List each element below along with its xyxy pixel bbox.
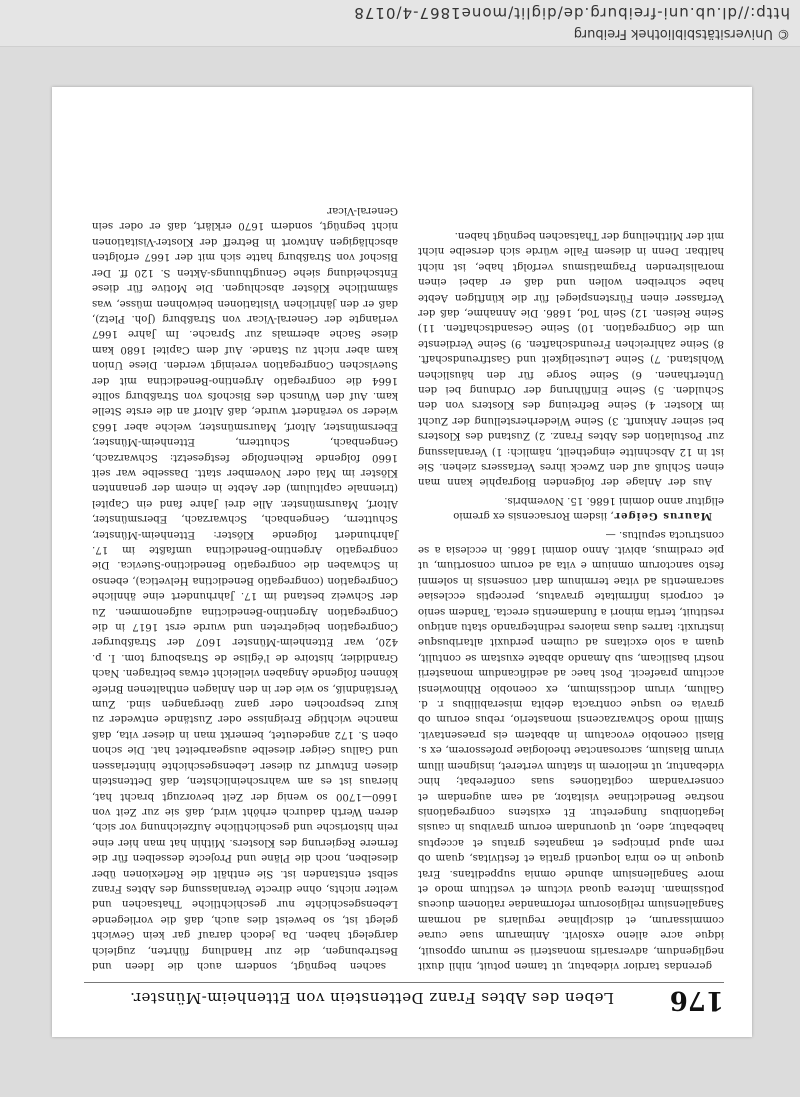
footer-text xyxy=(30,4,790,41)
page-number: 176 xyxy=(669,985,724,1015)
footer-band xyxy=(0,0,800,46)
source-url-link[interactable]: http://dl.ub.uni-freiburg.de/diglit/mone1867-4/0178 xyxy=(353,4,790,22)
page-header xyxy=(84,982,724,1017)
biography-outline-paragraph: Aus der Anlage der folgenden Biographie kann man einen Schluß auf den Zweck ihres Verfassers ziehen. Sie ist in 12 Abschnitte eingetheilt, nämlich: 1) Veranlassung zur Postulation des Abtes Franz. 2) Zustand des Klosters bei seiner Ankunft. 3) Seine Wiederherstellung der Zucht im Kloster. 4) Seine Befreiung des Klosters von den Schulden. 5) Seine Einführung der Ordnung bei den Unterthanen. 6) Seine Sorge für den häuslichen Wohlstand. 7) Seine Leutseligkeit und Gastfreundschaft. 8) Seine zahlreichen Freundschaften. 9) Seine Verdienste um die Congregation. 10) Seine Gesandtschaften. 11) Seine Reisen. 12) Sein Tod, 1686. Die Annahme, daß der Verfasser einen Fürstenspiegel für die künftigen Aebte habe schreiben wollen und daß er dabei einen moralisirenden Pragmatismus verfolgt habe, ist nicht haltbar. Denn in diesem Falle würde sich derselbe nicht mit der Mittheilung der Thatsachen begnügt haben. xyxy=(418,229,724,488)
copyright-text: © Universitätsbibliothek Freiburg xyxy=(573,26,790,41)
commentary-paragraph: sachen begnügt, sondern auch die Ideen und Bestrebungen, die zur Handlung führten, zugleich dargelegt haben. Da jedoch darauf gar kein Gewicht gelegt ist, so beweist dies auch, daß die vorliegende Lebensgeschichte nur geschichtliche Thatsachen und weiter nichts, ohne directe Veranlassung des Abtes Franz selbst entstanden ist. Sie enthält die Reflexionen über dieselben, noch die Pläne und Projecte desselben für die fernere Regierung des Klosters. Mithin hat man hier eine rein historische und geschichtliche Aufzeichnung vor sich, deren Werth dadurch erhöht wird, daß sie zur Zeit von 1660—1700 so wenig der Zeit bevorzugt bracht hat, hieraus ist es am wahrscheinlichsten, daß Dettenstein diesen Entwurf zu dieser Lebensgeschichte hinterlassen und Gallus Geiger dieselbe ausgearbeitet hat. Die schon oben S. 172 angedeutet, bemerkt man in dieser vita, daß manche wichtige Ereignisse oder Zustände entweder zu kurz besprochen oder ganz übergangen sind. Zum Verständniß, so wie der in den Anlagen enthaltenen Briefe können folgende Angaben vielleicht etwas beitragen. Nach Grandidier, histoire de l'église de Strasbourg tom. I. p. 420, war Ettenheim-Münster 1607 der Straßburger Congregation beigetreten und wurde erst 1617 in die Congregation Argentino-Benedictina aufgenommen. Zu der Schweiz bestand im 17. Jahrhundert eine ähnliche Congregation (congregatio Benedictina Helvetica), ebenso in Schwaben die congregatio Benedictino-Suevica. Die congregatio Argentino-Benedictina umfaßte im 17. Jahrhundert folgende Klöster: Ettenheim-Münster, Schuttern, Gengenbach, Schwarzach, Ebersmünster, Altorf, Maursmünster. Alle drei Jahre fand ein Capitel (triennale capitulum) der Aebte in einem der genannten Klöster im Mai oder November statt. Dasselbe war seit 1660 folgende Reihenfolge festgesetzt: Schwarzach, Gengenbach, Schuttern, Ettenheim-Münster, Ebersmünster, Altorf, Maursmünster, welche aber 1663 wieder so verändert wurde, daß Altorf an die erste Stelle kam. Auf den Wunsch des Bischofs von Straßburg sollte 1664 die congregatio Argentino-Benedictina mit der Suevischen Congregation vereinigt werden. Diese Union kam aber nicht zu Stande. Auf dem Capitel 1680 kam diese Sache abermals zur Sprache. Im Jahre 1667 verlangte der General-Vicar von Straßburg (Joh. Pletz), daß er den jährlichen Visitationen beiwohnen müsse, was sämmtliche Klöster abschlugen. Die Motive für diese Entscheidung siehe Genugthuungs-Akten S. 120 ff. Der Bischof von Straßburg hatte sich mit der 1667 erfolgten abschlägigen Antwort in Betreff der Kloster-Visitationen nicht begnügt, sondern 1670 erklärt, daß er oder sein General-Vicar xyxy=(92,205,398,971)
running-title: Leben des Abtes Franz Dettenstein von Ettenheim-Münster. xyxy=(129,989,614,1007)
latin-paragraph: gerendas tardior videbatur, ut tamen potuit, nihil duxit negligendum, adversariis monasterii se murum opposuit, idque acre alieno exsolvit. Animarum suae curae commissarum, et disciplinae regularis ad normam Sangallensium religiosorum reformandae rationem duceus potissimam. Interea quoad victum et vestitum modo et more Sangallensium abunde omnia suppeditans. Erat quoque in eo mira loquendi gratia et festivitas, quam ob rem apud principes et magnates gratus et acceptus habebatur, adeo, ut quorundam eorum gravibus in causis legationibus fungeretur. Et existens congregationis nostrae Benedictinae visitator, ad eam augendam et conservandam cogitationes suas conferebat; hinc videbantur, ut meliorem in statum verteret, insignem illum virum Blasium, sacrosanctae theologiae professorem, ex s. Blasii coenobio evocatum in abbatem eis praesentavit. Simili modo Schwarzacensi monasterio, rebus eorum ob gravia eo usque contracta debita miserabilibus r. d. Gallum, virum doctissimum, ex coenobio Rhinowiensi accitum praefecit. Post haec ad aedificandum monasterii nostri basilicam, sub Amando abbate exustam se contulit, quam a solo excitans ad culmen perduxit altaribusque instruxit: tarres duas maiores redintegrando statu antiquo restituit, tertia minori a fundamentis erecta. Tandem senio et corporis infirmitate gravatus, perceptis ecclesiae sacramentis ad vitae terminum dari consensis in solemni festo sanctorum omnium e vita ad eorum consortium, ut pie credimus, abivit. Anno domini 1686. in ecclesia a se constructa sepultus. — xyxy=(418,528,724,971)
signature-line xyxy=(418,492,724,523)
right-column xyxy=(92,133,398,973)
scanned-page xyxy=(52,87,752,1037)
left-column xyxy=(418,229,724,973)
signature-name: Maurus Geiger xyxy=(613,510,712,523)
signature-rest: , iisdem Rorsacensis ex gremio eligitur anno domini 1686. 15. Novembris. xyxy=(453,494,724,522)
